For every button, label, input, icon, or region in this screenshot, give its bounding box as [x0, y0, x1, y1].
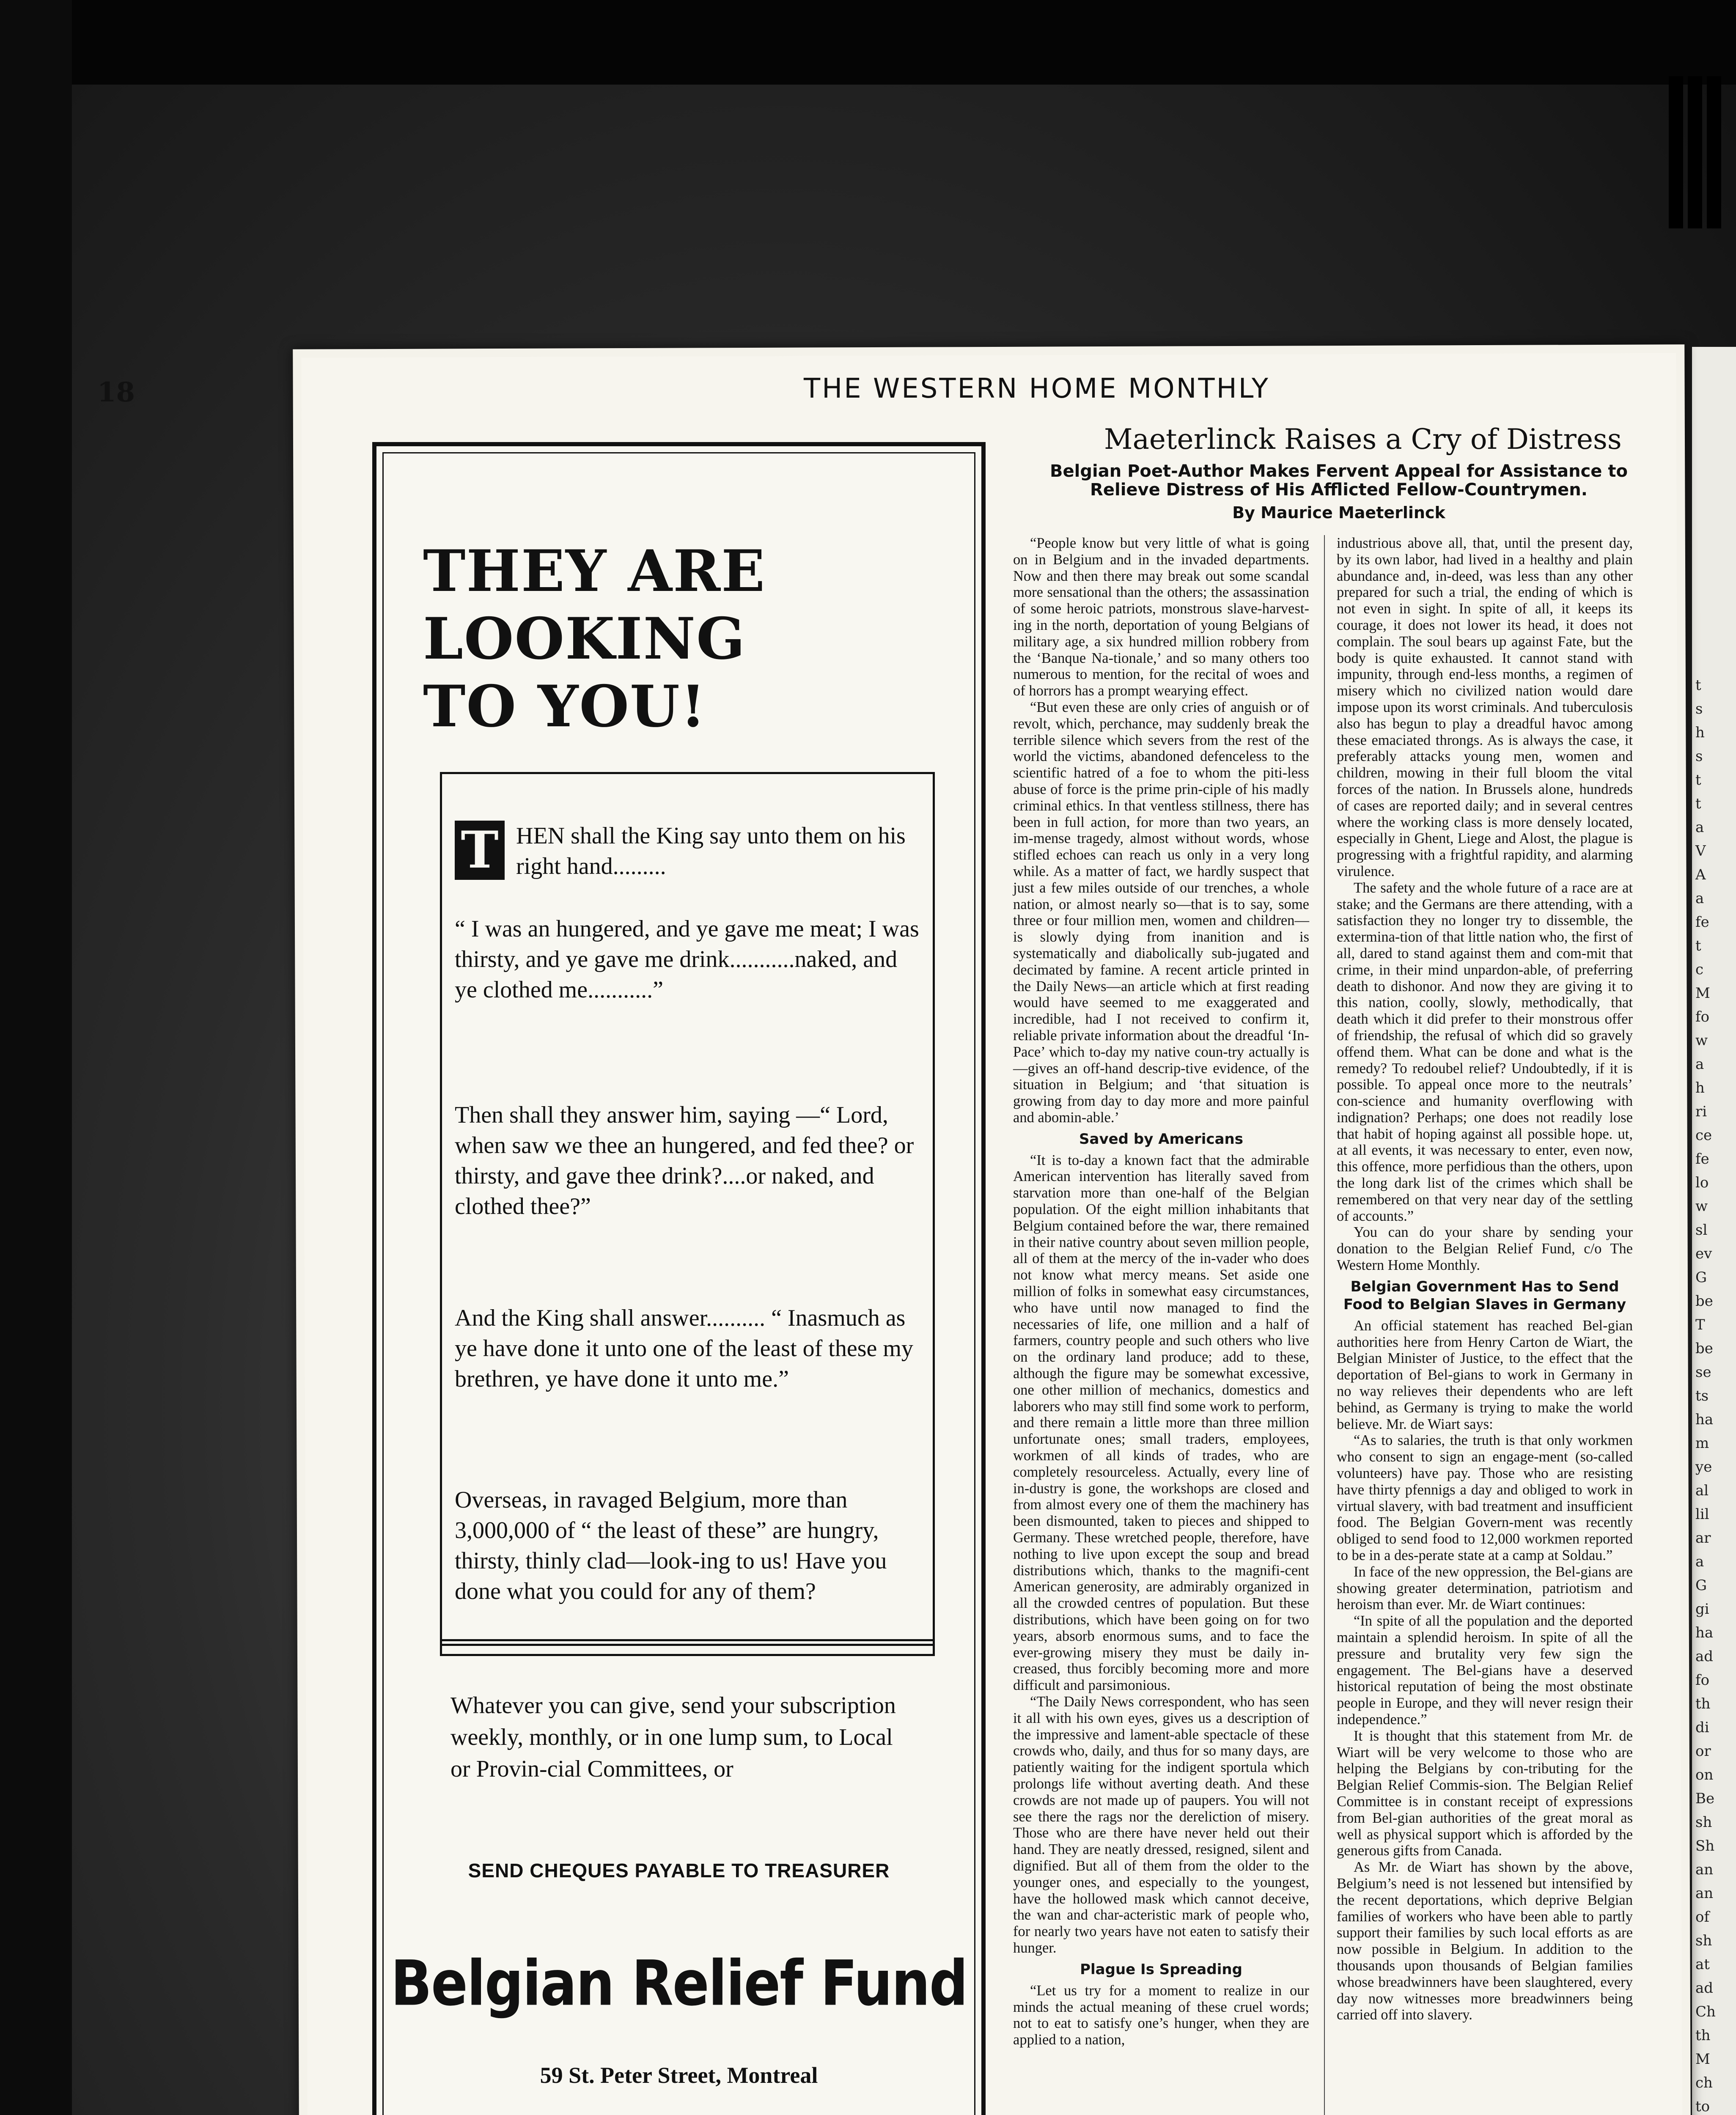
facing-page-text-fragment: be — [1695, 1293, 1713, 1310]
facing-page-text-fragment: h — [1695, 1079, 1705, 1096]
facing-page-text-fragment: on — [1695, 1766, 1714, 1783]
facing-page-text-fragment: th — [1695, 1695, 1711, 1712]
ad-headline-line: TO YOU! — [423, 673, 707, 740]
facing-page-text-fragment: fe — [1695, 914, 1709, 931]
facing-page-text-fragment: t — [1695, 772, 1701, 788]
article-paragraph: You can do your share by sending your donation to the Belgian Relief Fund, c/o The Western Home Monthly. — [1337, 1224, 1633, 1274]
facing-page-text-fragment: ev — [1695, 1245, 1712, 1262]
article-subheading: Plague Is Spreading — [1080, 1961, 1242, 1978]
article-paragraph: “But even these are only cries of anguish or of revolt, which, perchance, may suddenly break the terrible silence which severs from the rest of the world the victims, abandoned defenceless to the scientific hatred of a foe to whom the piti-less abuse of force is the prime prin-ciple of his madly criminal ethics. In that ventless stillness, there has been in full action, for more than two years, an im-mense tragedy, almost without words, whose stifled echoes can reach us only in a very long while. As a matter of fact, we hardly suspect that just a few miles outside of our trenches, a whole nation, or almost nearly so—that is to say, some three or four million men, women and children—is slowly dying from inanition and is systematically and diabolically sub-jugated and decimated by famine. A recent article printed in the Daily News—an article which at first reading would have seemed to me exaggerated and incredible, had I not received to confirm it, reliable private information about the dreadful ‘In-Pace’ which to-day my native coun-try actually is—gives an off-hand descrip-tive evidence, of the situation in Belgium; and ‘that situation is growing from day to day more and more painful and abomin-able.’ — [1013, 699, 1309, 1126]
facing-page-text-fragment: fo — [1695, 1008, 1710, 1025]
facing-page-text-fragment: ha — [1695, 1624, 1714, 1641]
article-column-1 — [1013, 535, 1309, 2048]
belgian-relief-ad — [372, 442, 986, 2115]
facing-page-text-fragment: fe — [1695, 1151, 1709, 1167]
facing-page-text-fragment: h — [1695, 724, 1705, 741]
facing-page-text-fragment: a — [1695, 1056, 1704, 1073]
article-paragraph: industrious above all, that, until the present day, by its own labor, had lived in a healthy and plain abundance and, in-deed, was less than any other prepared for such a trial, the ending of which is not even in sight. In spite of all, it keeps its courage, it does not lower its head, it does not complain. The soul bears up against Fate, but the body is quite exhausted. It cannot stand with impunity, through end-less months, a regimen of misery which no civilized nation would dare impose upon its worst criminals. And tuberculosis also has begun to play a dreadful havoc among these emaciated throngs. As is always the case, it preferably attacks young men, women and children, mowing in their full bloom the vital forces of the nation. In Brussels alone, hundreds of cases are reported daily; and in several centres where the working class is more densely located, especially in Ghent, Liege and Alost, the plague is progressing with a frightful rapidity, and alarming virulence. — [1337, 535, 1633, 879]
scan-left-edge — [0, 0, 72, 2115]
facing-page-text-fragment: G — [1695, 1577, 1707, 1594]
article-paragraph: “In spite of all the population and the deported maintain a splendid heroism. In spite of all the pressure and brutality very few sign the engagement. The Bel-gians have a deserved historical reputation of being the most obstinate people in Europe, and they will never resign their independence.” — [1337, 1613, 1633, 1728]
facing-page-text-fragment: ri — [1695, 1103, 1707, 1120]
facing-page-text-fragment: s — [1695, 700, 1703, 717]
ad-headline-line: LOOKING — [423, 605, 746, 672]
facing-page-text-fragment: at — [1695, 1956, 1710, 1973]
facing-page-text-fragment: ce — [1695, 1127, 1712, 1144]
facing-page-text-fragment: Sh — [1695, 1838, 1715, 1854]
drop-cap: T — [455, 821, 505, 880]
facing-page-text-fragment: a — [1695, 890, 1704, 907]
facing-page-text-fragment: Be — [1695, 1790, 1715, 1807]
film-mark — [1707, 76, 1721, 228]
masthead: THE WESTERN HOME MONTHLY — [804, 373, 1270, 404]
facing-page-text-fragment: of — [1695, 1909, 1710, 1925]
scripture-box — [440, 772, 935, 1656]
facing-page-text-fragment: ts — [1695, 1387, 1709, 1404]
facing-page-text-fragment: ar — [1695, 1530, 1711, 1546]
facing-page-text-fragment: lo — [1695, 1174, 1709, 1191]
scripture-paragraph: HEN shall the King say unto them on his right hand......... — [516, 823, 906, 879]
facing-page-text-fragment: a — [1695, 819, 1704, 836]
facing-page-text-fragment: be — [1695, 1340, 1713, 1357]
ad-headline-line: THEY ARE — [423, 537, 766, 604]
facing-page-text-fragment: s — [1695, 748, 1703, 765]
facing-page-text-fragment: G — [1695, 1269, 1707, 1286]
fund-address: 59 St. Peter Street, Montreal — [540, 2063, 818, 2088]
facing-page-text-fragment: an — [1695, 1861, 1714, 1878]
article-byline: By Maurice Maeterlinck — [1232, 503, 1445, 522]
facing-page-text-fragment: M — [1695, 985, 1710, 1002]
send-cheques-line: SEND CHEQUES PAYABLE TO TREASURER — [468, 1860, 890, 1882]
facing-page-text-fragment: a — [1695, 1553, 1704, 1570]
scripture-paragraph: Then shall they answer him, saying —“ Lord, when saw we thee an hungered, and fed thee? or thirsty, and gave thee drink?....or naked, and clothed thee?” — [455, 1102, 914, 1220]
facing-page-text-fragment: ad — [1695, 1980, 1714, 1997]
facing-page-text-fragment: m — [1695, 1435, 1709, 1452]
facing-page-fragment — [1692, 347, 1736, 2115]
facing-page-text-fragment: ch — [1695, 2074, 1713, 2091]
facing-page-text-fragment: A — [1695, 866, 1706, 883]
article-paragraph: “People know but very little of what is going on in Belgium and in the invaded departments. Now and then there may break out some scandal more sensational than the others; the assassination of some heroic patriots, monstrous slave-harvest-ing in the north, deportation of young Belgians of military age, a six hundred million robbery from the ‘Banque Na-tionale,’ and so many others too numerous to mention, for the recital of woes and of horrors has a prompt wearying effect. — [1013, 535, 1309, 699]
article-deck: Belgian Poet-Author Makes Fervent Appeal for Assistance to Relieve Distress of His Afflicted Fellow-Countrymen. — [1050, 461, 1628, 500]
facing-page-text-fragment: or — [1695, 1743, 1711, 1760]
film-mark — [1669, 76, 1683, 228]
column-rule — [1324, 535, 1325, 2115]
article-column-2 — [1337, 535, 1633, 2023]
article-paragraph: “Let us try for a moment to realize in our minds the actual meaning of these cruel words; not to eat to satisfy one’s hunger, when they are applied to a nation, — [1013, 1982, 1309, 2048]
scan-top-edge — [0, 0, 1736, 85]
facing-page-text-fragment: M — [1695, 2051, 1710, 2068]
facing-page-text-fragment: w — [1695, 1198, 1708, 1215]
facing-page-text-fragment: se — [1695, 1364, 1711, 1381]
facing-page-text-fragment: sh — [1695, 1932, 1712, 1949]
facing-page-text-fragment: di — [1695, 1719, 1709, 1736]
facing-page-text-fragment: w — [1695, 1032, 1708, 1049]
facing-page-text-fragment: to — [1695, 2098, 1710, 2115]
facing-page-text-fragment: lil — [1695, 1506, 1709, 1523]
article-paragraph: In face of the new oppression, the Bel-gians are showing greater determination, patriotism and heroism than ever. Mr. de Wiart continues: — [1337, 1563, 1633, 1613]
scripture-paragraph: Overseas, in ravaged Belgium, more than 3,000,000 of “ the least of these” are hungry, thirsty, thinly clad—look-ing to us! Have you done what you could for any of them? — [455, 1487, 887, 1604]
film-mark — [1688, 76, 1702, 228]
facing-page-text-fragment: t — [1695, 795, 1701, 812]
article-subheading: Saved by Americans — [1079, 1130, 1243, 1148]
ad-headline — [423, 537, 931, 740]
facing-page-text-fragment: V — [1695, 843, 1706, 860]
donation-instructions: Whatever you can give, send your subscription weekly, monthly, or in one lump sum, to Local or Provin-cial Committees, or — [450, 1692, 896, 1782]
article-paragraph: As Mr. de Wiart has shown by the above, Belgium’s need is not lessened but intensified by the recent deportations, which deprive Belgian families of workers who have been able to partly support their families by such local efforts as are now possible in Belgium. In addition to the thousands upon thousands of Belgian families whose breadwinners have been slaughtered, every day now witnesses more breadwinners being carried off into slavery. — [1337, 1859, 1633, 2023]
facing-page-text-fragment: ha — [1695, 1411, 1714, 1428]
article-paragraph: An official statement has reached Bel-gian authorities here from Henry Carton de Wiart, the Belgian Minister of Justice, to the effect that the deportation of Bel-gians to work in Germany in no way relieves their dependents who are left behind, as Germany is trying to make the world believe. Mr. de Wiart says: — [1337, 1317, 1633, 1432]
article-paragraph: It is thought that this statement from Mr. de Wiart will be very welcome to those who are helping the Belgians by con-tributing for the Belgian Relief Commis-sion. The Belgian Relief Committee is in constant receipt of expressions from Bel-gian authorities of the great moral as well as physical support which is afforded by the generous gifts from Canada. — [1337, 1728, 1633, 1859]
facing-page-text-fragment: sl — [1695, 1222, 1708, 1239]
facing-page-text-fragment: t — [1695, 677, 1701, 694]
article-paragraph: “The Daily News correspondent, who has seen it all with his own eyes, gives us a description of the impressive and lament-able spectacle of these crowds who, daily, and thus for so many days, are patiently waiting for the indigent sportula which prolongs life without averting death. And these crowds are not made up of paupers. You will not see there the rags nor the dereliction of misery. Those who are there have never held out their hand. They are neatly dressed, resigned, silent and dignified. But all of them from the older to the younger ones, and especially to the youngest, have the hollowed mask which cannot deceive, the wan and char-acteristic mark of people who, for nearly two years have not eaten to satisfy their hunger. — [1013, 1693, 1309, 1956]
facing-page-text-fragment: an — [1695, 1885, 1714, 1902]
facing-page-text-fragment: sh — [1695, 1814, 1712, 1831]
article-paragraph: The safety and the whole future of a race are at stake; and the Germans are there attending, with a satisfaction they no longer try to dissemble, the extermina-tion of that little nation who, the first of all, dared to stand against them and com-mit that crime, in their mind unpardon-able, of preferring death to dishonor. And now they are giving it to this nation, coolly, slowly, methodically, that death which it did prefer to their monstrous offer of friendship, the refusal of which did so gravely offend them. What can be done and what is the remedy? To redoubel relief? Undoubtedly, if it is possible. To appeal once more to the neutrals’ con-science and humanity overflowing with indignation? Perhaps; one does not readily lose that habit of hoping against all possible hope. ut, at all events, it was necessary to enter, even now, this offence, more perfidious than the others, upon the long dark list of the crimes which shall be remembered on that very near day of the settling of accounts.” — [1337, 879, 1633, 1224]
article-title: Maeterlinck Raises a Cry of Distress — [1104, 423, 1622, 456]
article-paragraph: “As to salaries, the truth is that only workmen who consent to sign an engage-ment (so-called volunteers) have pay. Those who are resisting have thirty pfennigs a day and obliged to work in virtual slavery, with bad treatment and insufficient food. The Belgian Govern-ment was recently obliged to send food to 12,000 workmen reported to be in a des-perate state at a camp at Soldau.” — [1337, 1432, 1633, 1564]
facing-page-text-fragment: T — [1695, 1316, 1705, 1333]
facing-page-text-fragment: t — [1695, 937, 1701, 954]
facing-page-text-fragment: fo — [1695, 1672, 1710, 1689]
facing-page-text-fragment: Ch — [1695, 2003, 1716, 2020]
facing-page-text-fragment: ye — [1695, 1459, 1712, 1475]
scripture-paragraph: “ I was an hungered, and ye gave me meat; I was thirsty, and ye gave me drink...........naked, and ye clothed me...........” — [455, 916, 919, 1003]
scripture-paragraph: And the King shall answer.......... “ Inasmuch as ye have done it unto one of the least of these my brethren, ye have done it unto me.” — [455, 1305, 913, 1392]
facing-page-text-fragment: th — [1695, 2027, 1711, 2044]
fund-title: Belgian Relief Fund — [390, 1947, 967, 2020]
article-paragraph: “It is to-day a known fact that the admirable American intervention has literally saved from starvation more than one-half of the Belgian population. Of the eight million inhabitants that Belgium contained before the war, there remained in their native country about seven million people, all of them at the mercy of the in-vader who does not know what mercy means. Set aside one million of folks in somewhat easy circumstances, who have until now managed to find the necessaries of life, one million and a half of farmers, country people and such others who live on the ordinary land produce; add to these, although the figure may be somewhat excessive, one other million of mechanics, domestics and laborers who may still find some work to perform, and there remain a little more than three million unfortunate ones; small traders, employees, workmen of all kinds of trades, who are completely resourceless. Actually, every line of in-dustry is gone, the workshops are closed and from almost every one of them the machinery has been dismounted, taken to pieces and shipped to Germany. These wretched people, therefore, have nothing to live upon except the soup and bread distributions which, thanks to the magnifi-cent American generosity, are admirably organized in all the crowded centres of population. But these distributions, which have been going on for two years, absorb enormous sums, and to face the ever-growing misery they must be daily in-creased, thus forcibly becoming more and more difficult and parsimonious. — [1013, 1152, 1309, 1694]
facing-page-text-fragment: al — [1695, 1482, 1709, 1499]
facing-page-text-fragment: c — [1695, 961, 1704, 978]
article-subheading: Belgian Government Has to Send Food to Belgian Slaves in Germany — [1343, 1278, 1626, 1313]
page-number: 18 — [97, 376, 135, 408]
facing-page-text-fragment: ad — [1695, 1648, 1714, 1665]
double-rule — [440, 1639, 935, 1646]
facing-page-text-fragment: gi — [1695, 1601, 1709, 1618]
